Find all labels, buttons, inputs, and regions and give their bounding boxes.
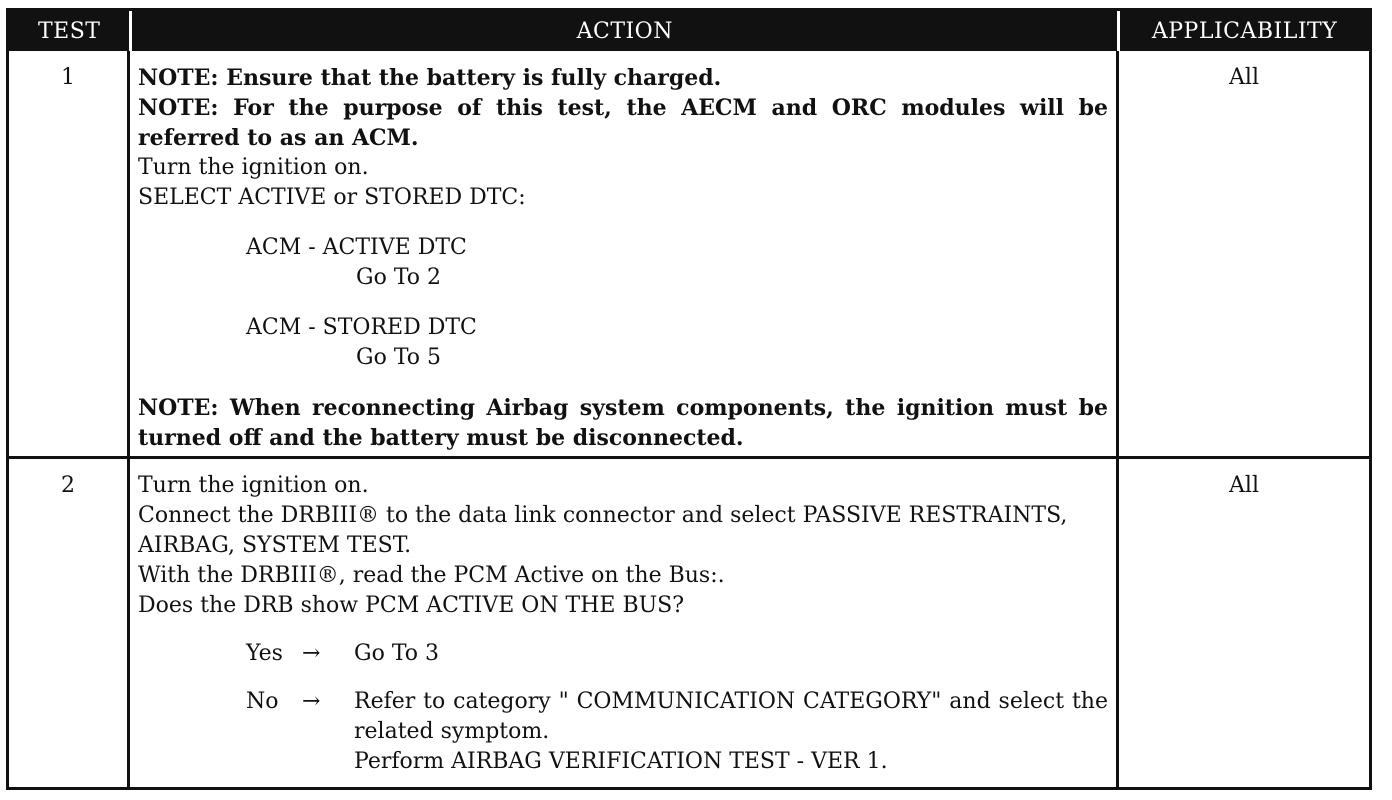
note-battery: NOTE: Ensure that the battery is fully charged. [138, 65, 722, 91]
applicability-value: All [1229, 473, 1259, 498]
action-cell [130, 459, 1119, 787]
answer-no [246, 687, 1108, 777]
action-cell [130, 51, 1119, 456]
option-stored-dtc: ACM - STORED DTC [246, 315, 477, 340]
arrow-icon: → [302, 641, 321, 666]
option-active-dtc: ACM - ACTIVE DTC [246, 235, 467, 260]
instruction-ignition: Turn the ignition on. [138, 473, 369, 498]
header-applicability: APPLICABILITY [1151, 18, 1338, 44]
no-label: No [246, 689, 279, 714]
header-action: ACTION [132, 11, 1120, 51]
yes-label: Yes [246, 641, 283, 666]
no-result [354, 687, 1108, 777]
goto-step-2: Go To 2 [356, 265, 442, 290]
no-result-verify: Perform AIRBAG VERIFICATION TEST - VER 1. [354, 749, 888, 774]
goto-step-5: Go To 5 [356, 345, 442, 370]
answer-yes [246, 639, 1108, 669]
table-header [9, 11, 1369, 51]
instruction-connect-drb: Connect the DRBIII® to the data link connector and select PASSIVE RESTRAINTS, AIRBAG, SYSTEM TEST. [138, 503, 1068, 558]
instruction-select-dtc: SELECT ACTIVE or STORED DTC: [138, 185, 526, 210]
yes-result: Go To 3 [354, 641, 440, 666]
note-acm: NOTE: For the purpose of this test, the AECM and ORC modules will be referred to as an ACM. [138, 95, 1108, 151]
table-row [9, 51, 1369, 456]
arrow-icon: → [302, 689, 321, 714]
applicability-value: All [1229, 65, 1259, 90]
header-test: TEST [9, 11, 132, 51]
diagnostic-table [6, 8, 1372, 790]
no-result-refer: Refer to category " COMMUNICATION CATEGORY" and select the related symptom. [354, 689, 1108, 744]
instruction-read-pcm: With the DRBIII®, read the PCM Active on the Bus:. [138, 563, 725, 588]
table-row [9, 456, 1369, 787]
test-number: 2 [9, 459, 130, 787]
test-number: 1 [9, 51, 130, 456]
note-reconnecting: NOTE: When reconnecting Airbag system components, the ignition must be turned off and the battery must be disconnected. [138, 395, 1108, 451]
instruction-ignition: Turn the ignition on. [138, 155, 369, 180]
question-pcm-active: Does the DRB show PCM ACTIVE ON THE BUS? [138, 593, 685, 618]
